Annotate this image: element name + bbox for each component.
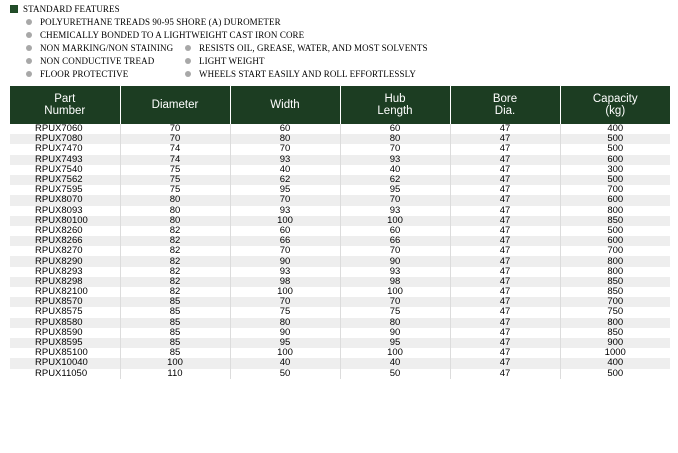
width-cell: 93: [230, 206, 340, 216]
feature-item: RESISTS OIL, GREASE, WATER, AND MOST SOLVENTS: [185, 42, 428, 54]
bore-dia-cell: 47: [450, 206, 560, 216]
part-number-cell: RPUX8260: [10, 226, 120, 236]
feature-item: POLYURETHANE TREADS 90-95 SHORE (A) DUROMETER: [26, 16, 281, 28]
capacity-cell: 500: [560, 144, 670, 154]
width-cell: 93: [230, 155, 340, 165]
bullet-icon: [185, 45, 191, 51]
diameter-cell: 74: [120, 144, 230, 154]
hub-length-cell: 66: [340, 236, 450, 246]
capacity-cell: 500: [560, 134, 670, 144]
bore-dia-cell: 47: [450, 338, 560, 348]
diameter-cell: 85: [120, 348, 230, 358]
table-row: [10, 338, 670, 348]
table-row: [10, 358, 670, 368]
width-cell: 80: [230, 134, 340, 144]
width-cell: 70: [230, 195, 340, 205]
standard-features: [10, 3, 670, 83]
table-row: [10, 216, 670, 226]
bore-dia-cell: 47: [450, 277, 560, 287]
hub-length-cell: 95: [340, 185, 450, 195]
capacity-cell: 400: [560, 358, 670, 368]
hub-length-cell: 40: [340, 165, 450, 175]
hub-length-cell: 98: [340, 277, 450, 287]
hub-length-cell: 100: [340, 348, 450, 358]
part-number-cell: RPUX8595: [10, 338, 120, 348]
capacity-cell: 800: [560, 267, 670, 277]
width-cell: 50: [230, 369, 340, 379]
diameter-cell: 70: [120, 134, 230, 144]
bullet-icon: [26, 45, 32, 51]
bore-dia-cell: 47: [450, 307, 560, 317]
hub-length-cell: 93: [340, 206, 450, 216]
table-row: [10, 277, 670, 287]
hub-length-cell: 95: [340, 338, 450, 348]
bullet-icon: [26, 32, 32, 38]
capacity-cell: 600: [560, 195, 670, 205]
capacity-cell: 800: [560, 318, 670, 328]
table-row: [10, 165, 670, 175]
square-bullet-icon: [10, 5, 18, 13]
width-cell: 70: [230, 246, 340, 256]
part-number-cell: RPUX7595: [10, 185, 120, 195]
header-width: Width: [230, 86, 340, 124]
capacity-cell: 500: [560, 175, 670, 185]
header-diameter: Diameter: [120, 86, 230, 124]
hub-length-cell: 100: [340, 287, 450, 297]
bullet-icon: [26, 19, 32, 25]
bullet-icon: [26, 58, 32, 64]
table-row: [10, 348, 670, 358]
hub-length-cell: 60: [340, 226, 450, 236]
width-cell: 40: [230, 358, 340, 368]
part-number-cell: RPUX82100: [10, 287, 120, 297]
diameter-cell: 82: [120, 226, 230, 236]
part-number-cell: RPUX10040: [10, 358, 120, 368]
width-cell: 60: [230, 226, 340, 236]
bullet-icon: [185, 58, 191, 64]
width-cell: 90: [230, 328, 340, 338]
capacity-cell: 850: [560, 216, 670, 226]
capacity-cell: 900: [560, 338, 670, 348]
width-cell: 70: [230, 297, 340, 307]
hub-length-cell: 70: [340, 195, 450, 205]
diameter-cell: 85: [120, 318, 230, 328]
width-cell: 100: [230, 348, 340, 358]
table-row: [10, 226, 670, 236]
part-number-cell: RPUX8570: [10, 297, 120, 307]
header-hub-length: Hub Length: [340, 86, 450, 124]
diameter-cell: 75: [120, 165, 230, 175]
width-cell: 60: [230, 124, 340, 134]
table-row: [10, 297, 670, 307]
table-row: [10, 328, 670, 338]
part-number-cell: RPUX7562: [10, 175, 120, 185]
diameter-cell: 82: [120, 277, 230, 287]
feature-item: NON MARKING/NON STAINING: [26, 42, 173, 54]
feature-item: NON CONDUCTIVE TREAD: [26, 55, 154, 67]
part-number-cell: RPUX8575: [10, 307, 120, 317]
capacity-cell: 1000: [560, 348, 670, 358]
capacity-cell: 850: [560, 328, 670, 338]
bore-dia-cell: 47: [450, 358, 560, 368]
diameter-cell: 80: [120, 216, 230, 226]
diameter-cell: 82: [120, 267, 230, 277]
bore-dia-cell: 47: [450, 328, 560, 338]
hub-length-cell: 80: [340, 318, 450, 328]
table-row: [10, 287, 670, 297]
feature-item: CHEMICALLY BONDED TO A LIGHTWEIGHT CAST IRON CORE: [26, 29, 304, 41]
header-part-number: Part Number: [10, 86, 120, 124]
bore-dia-cell: 47: [450, 256, 560, 266]
diameter-cell: 75: [120, 175, 230, 185]
part-number-cell: RPUX80100: [10, 216, 120, 226]
width-cell: 95: [230, 185, 340, 195]
bore-dia-cell: 47: [450, 236, 560, 246]
diameter-cell: 85: [120, 307, 230, 317]
part-number-cell: RPUX11050: [10, 369, 120, 379]
part-number-cell: RPUX8270: [10, 246, 120, 256]
feature-item: FLOOR PROTECTIVE: [26, 68, 128, 80]
diameter-cell: 85: [120, 328, 230, 338]
bore-dia-cell: 47: [450, 175, 560, 185]
table-row: [10, 175, 670, 185]
table-row: [10, 267, 670, 277]
diameter-cell: 110: [120, 369, 230, 379]
width-cell: 70: [230, 144, 340, 154]
capacity-cell: 300: [560, 165, 670, 175]
bore-dia-cell: 47: [450, 226, 560, 236]
diameter-cell: 82: [120, 256, 230, 266]
diameter-cell: 100: [120, 358, 230, 368]
capacity-cell: 500: [560, 369, 670, 379]
width-cell: 95: [230, 338, 340, 348]
part-number-cell: RPUX7060: [10, 124, 120, 134]
hub-length-cell: 100: [340, 216, 450, 226]
capacity-cell: 700: [560, 297, 670, 307]
width-cell: 93: [230, 267, 340, 277]
capacity-cell: 700: [560, 246, 670, 256]
capacity-cell: 500: [560, 226, 670, 236]
hub-length-cell: 93: [340, 267, 450, 277]
part-number-cell: RPUX8580: [10, 318, 120, 328]
hub-length-cell: 90: [340, 328, 450, 338]
bullet-icon: [26, 71, 32, 77]
bore-dia-cell: 47: [450, 124, 560, 134]
width-cell: 100: [230, 216, 340, 226]
hub-length-cell: 50: [340, 369, 450, 379]
hub-length-cell: 60: [340, 124, 450, 134]
diameter-cell: 70: [120, 124, 230, 134]
bore-dia-cell: 47: [450, 318, 560, 328]
capacity-cell: 600: [560, 236, 670, 246]
capacity-cell: 850: [560, 277, 670, 287]
table-header-row: [10, 86, 670, 124]
bore-dia-cell: 47: [450, 195, 560, 205]
width-cell: 90: [230, 256, 340, 266]
part-number-cell: RPUX7493: [10, 155, 120, 165]
bore-dia-cell: 47: [450, 369, 560, 379]
diameter-cell: 74: [120, 155, 230, 165]
features-title: STANDARD FEATURES: [23, 4, 120, 14]
hub-length-cell: 75: [340, 307, 450, 317]
hub-length-cell: 70: [340, 144, 450, 154]
capacity-cell: 600: [560, 155, 670, 165]
table-row: [10, 134, 670, 144]
diameter-cell: 82: [120, 246, 230, 256]
width-cell: 100: [230, 287, 340, 297]
hub-length-cell: 80: [340, 134, 450, 144]
hub-length-cell: 62: [340, 175, 450, 185]
width-cell: 75: [230, 307, 340, 317]
table-row: [10, 124, 670, 134]
part-number-cell: RPUX8298: [10, 277, 120, 287]
diameter-cell: 80: [120, 195, 230, 205]
features-heading: [10, 3, 120, 15]
capacity-cell: 850: [560, 287, 670, 297]
diameter-cell: 82: [120, 287, 230, 297]
part-number-cell: RPUX8293: [10, 267, 120, 277]
diameter-cell: 75: [120, 185, 230, 195]
feature-item: LIGHT WEIGHT: [185, 55, 265, 67]
part-number-cell: RPUX8290: [10, 256, 120, 266]
diameter-cell: 82: [120, 236, 230, 246]
part-number-cell: RPUX7470: [10, 144, 120, 154]
part-number-cell: RPUX7080: [10, 134, 120, 144]
header-capacity: Capacity (kg): [560, 86, 670, 124]
part-number-cell: RPUX8590: [10, 328, 120, 338]
bore-dia-cell: 47: [450, 144, 560, 154]
bore-dia-cell: 47: [450, 216, 560, 226]
bore-dia-cell: 47: [450, 246, 560, 256]
table-row: [10, 318, 670, 328]
part-number-cell: RPUX7540: [10, 165, 120, 175]
bore-dia-cell: 47: [450, 287, 560, 297]
table-row: [10, 195, 670, 205]
table-row: [10, 256, 670, 266]
bore-dia-cell: 47: [450, 185, 560, 195]
table-row: [10, 369, 670, 379]
hub-length-cell: 90: [340, 256, 450, 266]
width-cell: 98: [230, 277, 340, 287]
width-cell: 62: [230, 175, 340, 185]
bore-dia-cell: 47: [450, 165, 560, 175]
part-number-cell: RPUX8266: [10, 236, 120, 246]
capacity-cell: 700: [560, 185, 670, 195]
width-cell: 66: [230, 236, 340, 246]
capacity-cell: 800: [560, 256, 670, 266]
diameter-cell: 80: [120, 206, 230, 216]
width-cell: 40: [230, 165, 340, 175]
part-number-cell: RPUX8070: [10, 195, 120, 205]
table-row: [10, 185, 670, 195]
capacity-cell: 750: [560, 307, 670, 317]
width-cell: 80: [230, 318, 340, 328]
bore-dia-cell: 47: [450, 297, 560, 307]
hub-length-cell: 70: [340, 246, 450, 256]
hub-length-cell: 93: [340, 155, 450, 165]
bore-dia-cell: 47: [450, 348, 560, 358]
hub-length-cell: 70: [340, 297, 450, 307]
table-row: [10, 155, 670, 165]
bullet-icon: [185, 71, 191, 77]
capacity-cell: 800: [560, 206, 670, 216]
table-row: [10, 144, 670, 154]
bore-dia-cell: 47: [450, 267, 560, 277]
part-number-cell: RPUX85100: [10, 348, 120, 358]
wheel-spec-table: [10, 86, 670, 379]
header-bore-dia: Bore Dia.: [450, 86, 560, 124]
table-row: [10, 246, 670, 256]
table-row: [10, 206, 670, 216]
diameter-cell: 85: [120, 338, 230, 348]
table-row: [10, 307, 670, 317]
table-row: [10, 236, 670, 246]
hub-length-cell: 40: [340, 358, 450, 368]
part-number-cell: RPUX8093: [10, 206, 120, 216]
diameter-cell: 85: [120, 297, 230, 307]
feature-item: WHEELS START EASILY AND ROLL EFFORTLESSLY: [185, 68, 416, 80]
bore-dia-cell: 47: [450, 155, 560, 165]
bore-dia-cell: 47: [450, 134, 560, 144]
capacity-cell: 400: [560, 124, 670, 134]
